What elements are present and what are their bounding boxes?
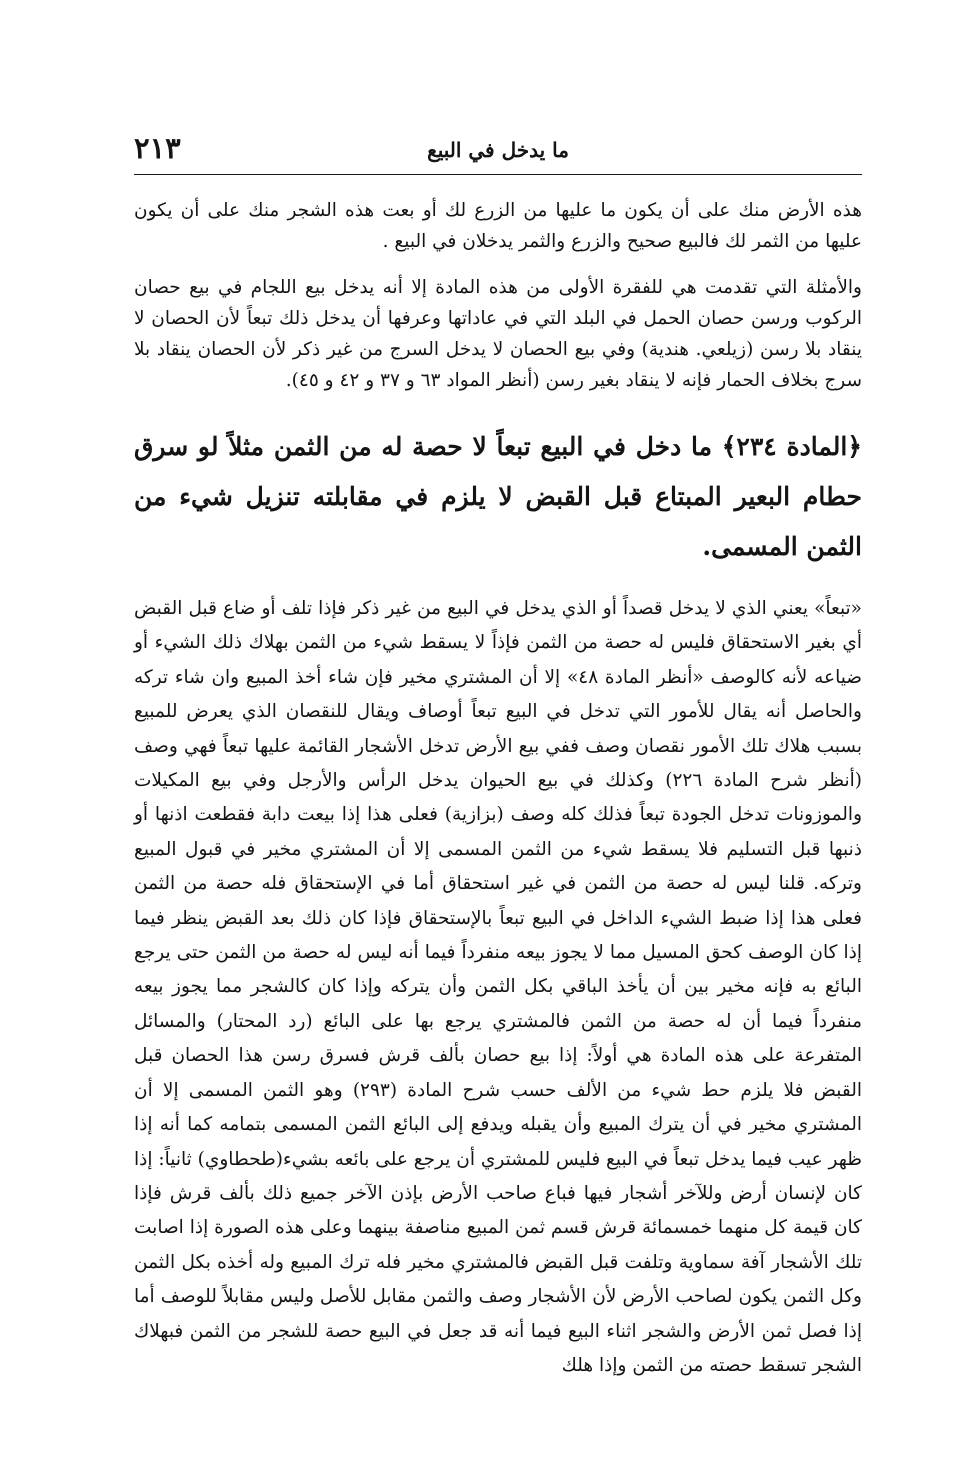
page-header <box>134 128 862 175</box>
running-title: ما يدخل في البيع <box>427 138 569 162</box>
examples-paragraph: والأمثلة التي تقدمت هي للفقرة الأولى من هذه المادة إلا أنه يدخل بيع اللجام في بيع حصان الركوب ورسن حصان الحمل في البلد التي في عاداتها وعرفها أن يدخل ذلك تبعاً لأن الحصان لا ينقاد بلا رسن (زيلعي. هندية) وفي بيع الحصان لا يدخل السرج من غير ذكر لأن الحصان ينقاد بلا سرج بخلاف الحمار فإنه لا ينقاد بغير رسن (أنظر المواد ٦٣ و ٣٧ و ٤٢ و ٤٥). <box>134 277 862 391</box>
commentary-paragraph: «تبعاً» يعني الذي لا يدخل قصداً أو الذي يدخل في البيع من غير ذكر فإذا تلف أو ضاع قبل القبض أي بغير الاستحقاق فليس له حصة من الثمن فإذاً لا يسقط شيء من الثمن بهلاك ذلك الشيء أو ضياعه لأنه كالوصف «أنظر المادة ٤٨» إلا أن المشتري مخير فإن شاء أخذ المبيع وان شاء تركه والحاصل أنه يقال للأمور التي تدخل في البيع تبعاً أوصاف ويقال للنقصان الذي يعرض للمبيع بسبب هلاك تلك الأمور نقصان وصف ففي بيع الأرض تدخل الأشجار القائمة عليها تبعاً فهي وصف (أنظر شرح المادة ٢٢٦) وكذلك في بيع الحيوان يدخل الرأس والأرجل وفي بيع المكيلات والموزونات تدخل الجودة تبعاً فذلك كله وصف (بزازية) فعلى هذا إذا بيعت دابة فقطعت اذنها أو ذنبها قبل التسليم فلا يسقط شيء من الثمن المسمى إلا أن المشتري مخير في قبول المبيع وتركه. قلنا ليس له حصة من الثمن في غير استحقاق أما في الإستحقاق فله حصة من الثمن فعلى هذا إذا ضبط الشيء الداخل في البيع تبعاً بالإستحقاق فإذا كان ذلك بعد القبض ينظر فيما إذا كان الوصف كحق المسيل مما لا يجوز بيعه منفرداً فيما أنه ليس له حصة من الثمن حتى يرجع البائع به فإنه مخير بين أن يأخذ الباقي بكل الثمن وأن يتركه وإذا كان كالشجر مما يجوز بيعه منفرداً فيما أن له حصة من الثمن فالمشتري يرجع بها على البائع (رد المحتار) والمسائل المتفرعة على هذه المادة هي أولاً: إذا بيع حصان بألف قرش فسرق رسن هذا الحصان قبل القبض فلا يلزم حط شيء من الألف حسب شرح المادة (٢٩٣) وهو الثمن المسمى إلا أن المشتري مخير في أن يترك المبيع وأن يقبله ويدفع إلى البائع الثمن المسمى بتمامه كما أنه إذا ظهر عيب فيما يدخل تبعاً في البيع فليس للمشتري أن يرجع على بائعه بشيء(طحطاوي) ثانياً: إذا كان لإنسان أرض وللآخر أشجار فيها فباع صاحب الأرض بإذن الآخر جميع ذلك بألف قرش فإذا كان قيمة كل منهما خمسمائة قرش قسم ثمن المبيع مناصفة بينهما وعلى هذه الصورة إذا اصابت تلك الأشجار آفة سماوية وتلفت قبل القبض فالمشتري مخير فله ترك المبيع وله أخذه بكل الثمن وكل الثمن يكون لصاحب الأرض لأن الأشجار وصف والثمن مقابل للأصل وليس مقابلاً للوصف أما إذا فصل ثمن الأرض والشجر اثناء البيع فيما أنه قد جعل في البيع حصة للشجر من الثمن فبهلاك الشجر تسقط حصته من الثمن وإذا هلك <box>134 598 863 1376</box>
article-text: ما دخل في البيع تبعاً لا حصة له من الثمن مثلاً لو سرق حطام البعير المبتاع قبل القبض لا يلزم في مقابلته تنزيل شيء من الثمن المسمى. <box>134 432 862 561</box>
page-number: ٢١٣ <box>134 131 181 165</box>
intro-paragraph: هذه الأرض منك على أن يكون ما عليها من الزرع لك أو بعت هذه الشجر منك على أن يكون عليها من الثمر لك فالبيع صحيح والزرع والثمر يدخلان في البيع . <box>134 200 862 252</box>
article-label: ﴿المادة ٢٣٤﴾ <box>721 432 862 461</box>
book-page <box>134 128 862 1383</box>
article-234 <box>134 422 862 572</box>
